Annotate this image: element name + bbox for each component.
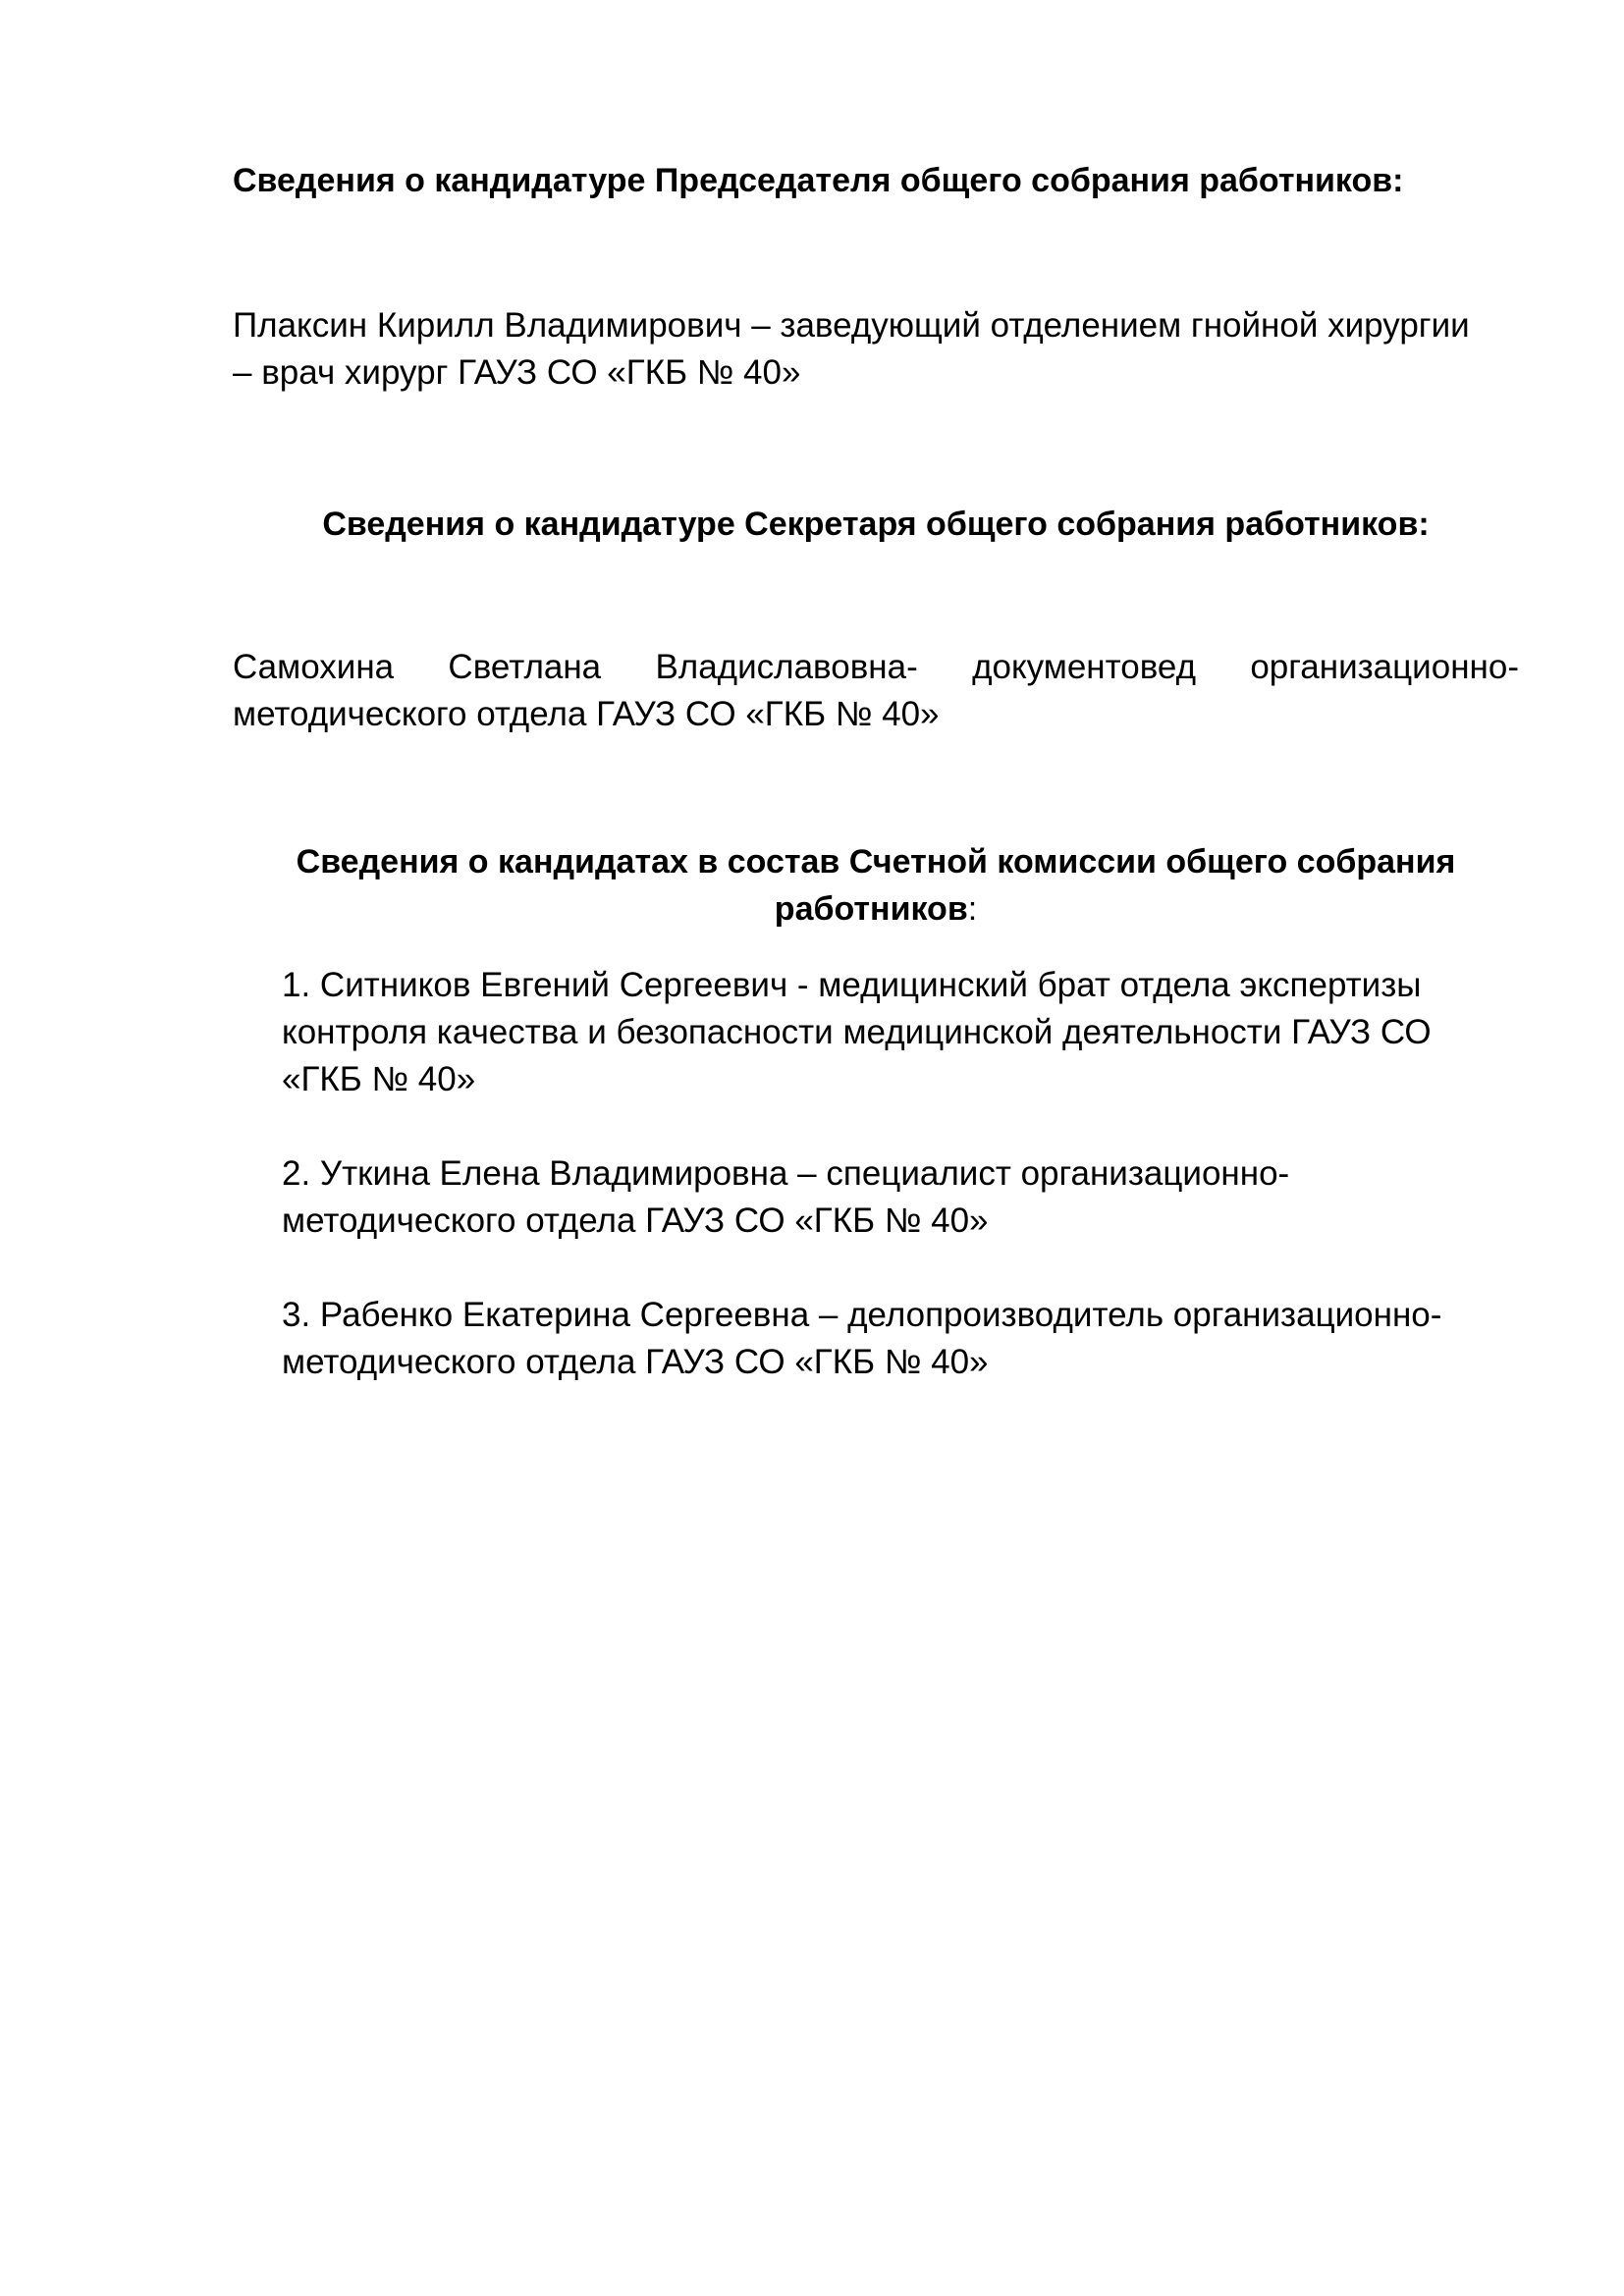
member-2-line1: 2. Уткина Елена Владимировна – специалист организационно- xyxy=(282,1154,1290,1193)
secretary-word-5: организационно- xyxy=(1250,648,1519,686)
member-1-line1: 1. Ситников Евгений Сергеевич - медицинский брат отдела экспертизы xyxy=(282,966,1422,1004)
list-item xyxy=(282,1150,1519,1245)
secretary-heading-text: Сведения о кандидатуре Секретаря общего собрания работников: xyxy=(322,506,1430,543)
secretary-candidate-line1 xyxy=(233,644,1519,691)
commission-heading-line2-text: работников xyxy=(774,890,968,928)
member-3-line1: 3. Рабенко Екатерина Сергеевна – делопроизводитель организационно- xyxy=(282,1296,1442,1334)
chairman-heading xyxy=(233,157,1519,204)
list-item xyxy=(282,962,1519,1103)
secretary-candidate xyxy=(233,644,1519,738)
secretary-word-3: Владиславовна- xyxy=(655,648,918,686)
chairman-candidate xyxy=(233,302,1519,397)
secretary-word-4: документовед xyxy=(972,648,1197,686)
commission-members-list xyxy=(282,962,1519,1433)
member-2-line2: методического отдела ГАУЗ СО «ГКБ № 40» xyxy=(282,1201,989,1240)
commission-heading xyxy=(233,838,1519,933)
member-1-line3: «ГКБ № 40» xyxy=(282,1060,476,1098)
chairman-candidate-line1: Плаксин Кирилл Владимирович – заведующий отделением гнойной хирургии xyxy=(233,306,1470,345)
commission-heading-line1: Сведения о кандидатах в состав Счетной комиссии общего собрания xyxy=(296,843,1456,881)
member-1-line2: контроля качества и безопасности медицинской деятельности ГАУЗ СО xyxy=(282,1013,1432,1051)
chairman-candidate-line2: – врач хирург ГАУЗ СО «ГКБ № 40» xyxy=(233,353,801,392)
secretary-word-2: Светлана xyxy=(448,648,602,686)
secretary-word-1: Самохина xyxy=(233,648,395,686)
secretary-candidate-line2: методического отдела ГАУЗ СО «ГКБ № 40» xyxy=(233,695,940,733)
secretary-heading xyxy=(233,501,1519,548)
list-item xyxy=(282,1292,1519,1386)
commission-heading-colon: : xyxy=(967,890,978,928)
commission-heading-line2 xyxy=(233,885,1519,933)
member-3-line2: методического отдела ГАУЗ СО «ГКБ № 40» xyxy=(282,1343,989,1381)
chairman-heading-text: Сведения о кандидатуре Председателя общего собрания работников: xyxy=(233,162,1404,199)
